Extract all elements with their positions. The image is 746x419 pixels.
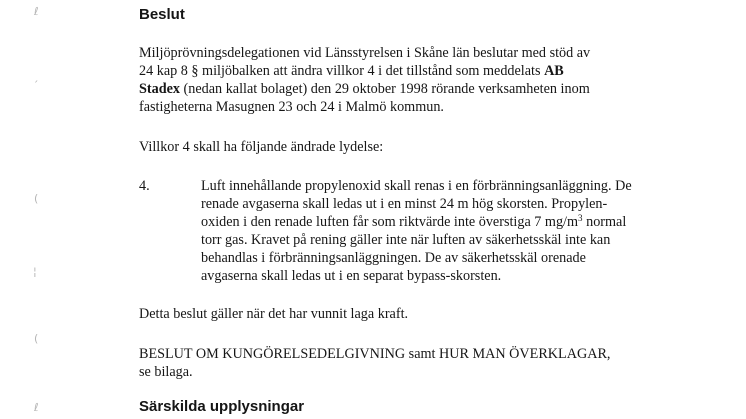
superscript-3: 3: [578, 213, 583, 223]
company-name-part-1: AB: [544, 63, 564, 79]
scan-mark-5: (: [34, 332, 39, 345]
condition-text: [201, 177, 661, 285]
scan-mark-2: ´: [33, 79, 39, 92]
intro-line-1: Miljöprövningsdelegationen vid Länsstyrelsen i Skåne län beslutar med stöd av: [139, 45, 591, 61]
intro-paragraph: [139, 44, 659, 116]
intro-line-3: [139, 80, 659, 98]
condition-line-4: torr gas. Kravet på rening gäller inte när luften av säkerhetsskäl inte kan: [201, 232, 611, 248]
appeal-line-1: BESLUT OM KUNGÖRELSEDELGIVNING samt HUR MAN ÖVERKLAGAR,: [139, 346, 611, 362]
condition-line-5: behandlas i förbränningsanläggningen. De av säkerhetsskäl orenade: [201, 250, 586, 266]
condition-line-6: avgaserna skall ledas ut i en separat bypass-skorsten.: [201, 268, 502, 284]
sarskilda-upplysningar-heading: Särskilda upplysningar: [139, 398, 305, 415]
beslut-heading: Beslut: [139, 6, 185, 23]
validity-paragraph: [139, 305, 659, 323]
condition-line-3: [201, 213, 661, 231]
company-name-part-2: Stadex: [139, 81, 180, 97]
intro-line-4: fastigheterna Masugnen 23 och 24 i Malmö kommun.: [139, 99, 444, 115]
appeal-line-2: se bilaga.: [139, 364, 193, 380]
appeal-paragraph: [139, 345, 659, 381]
condition-line-1: Luft innehållande propylenoxid skall renas i en förbränningsanläggning. De: [201, 178, 632, 194]
scan-mark-1: ℓ: [34, 5, 39, 18]
intro-line-3-text: (nedan kallat bolaget) den 29 oktober 1998 rörande verksamheten inom: [180, 81, 590, 97]
scan-mark-4: ¦: [33, 265, 37, 278]
condition-line-3-text: oxiden i den renade luften får som riktvärde inte överstiga 7 mg/m: [201, 214, 579, 230]
validity-text: Detta beslut gäller när det har vunnit laga kraft.: [139, 306, 409, 322]
condition-number: 4.: [139, 178, 150, 194]
scan-mark-6: ℓ: [34, 401, 39, 414]
villkor-intro: [139, 138, 659, 156]
condition-line-3-end: normal: [582, 214, 627, 230]
intro-line-2-text: 24 kap 8 § miljöbalken att ändra villkor 4 i det tillstånd som meddelats: [139, 63, 545, 79]
villkor-intro-text: Villkor 4 skall ha följande ändrade lydelse:: [139, 139, 384, 155]
intro-line-2: [139, 62, 659, 80]
condition-line-2: renade avgaserna skall ledas ut i en minst 24 m hög skorsten. Propylen-: [201, 196, 608, 212]
scan-mark-3: (: [34, 192, 39, 205]
